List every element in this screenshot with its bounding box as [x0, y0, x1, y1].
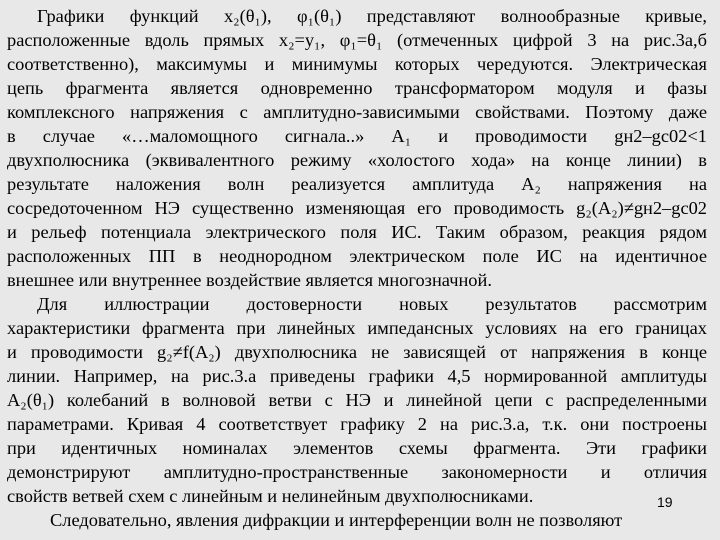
text-line: Следовательно, явления дифракции и интерференции волн не позволяют [50, 510, 623, 530]
text-line: соответственно), максимумы и минимумы которых чередуются. Электрическая [7, 54, 707, 74]
text-line: и рельеф потенциала электрического поля ИС. Таким образом, реакция рядом [7, 222, 707, 242]
text-line: A₂(θ₁) колебаний в волновой ветви с НЭ и линейной цепи с распределенными [7, 390, 707, 410]
text-line: линии. Например, на рис.3.а приведены графики 4,5 нормированной амплитуды [7, 366, 707, 386]
text-line: параметрами. Кривая 4 соответствует графику 2 на рис.3.а, т.к. они построены [7, 414, 707, 434]
text-line: результате наложения волн реализуется амплитуда A₂ напряжения на [7, 174, 707, 194]
text-line: внешнее или внутреннее воздействие является многозначной. [7, 270, 492, 290]
text-line: сосредоточенном НЭ существенно изменяющая его проводимость g₂(A₂)≠gн2–gс02 [7, 198, 707, 218]
text-line: расположенные вдоль прямых x₂=y₁, φ₁=θ₁ (отмеченных цифрой 3 на рис.3а,б [7, 30, 707, 50]
text-line: Для иллюстрации достоверности новых результатов рассмотрим [37, 294, 707, 314]
text-line: расположенных ПП в неоднородном электрическом поле ИС на идентичное [7, 246, 707, 266]
text-line: при идентичных номиналах элементов схемы фрагмента. Эти графики [7, 438, 707, 458]
text-line: цепь фрагмента является одновременно трансформатором модуля и фазы [7, 78, 707, 98]
text-line: двухполюсника (эквивалентного режиму «холостого хода» на конце линии) в [7, 150, 707, 170]
text-line: характеристики фрагмента при линейных импедансных условиях на его границах [7, 318, 707, 338]
text-line: и проводимости g₂≠f(A₂) двухполюсника не зависящей от напряжения в конце [7, 342, 707, 362]
text-line: комплексного напряжения с амплитудно-зависимыми свойствами. Поэтому даже [7, 102, 707, 122]
text-line: свойств ветвей схем с линейным и нелинейным двухполюсниками. [7, 486, 534, 506]
text-line: Графики функций x₂(θ₁), φ₁(θ₁) представляют волнообразные кривые, [37, 6, 707, 26]
text-line: в случае «…маломощного сигнала..» A₁ и проводимости gн2–gс02<1 [7, 126, 707, 146]
text-line: демонстрируют амплитудно-пространственные закономерности и отличия [7, 462, 707, 482]
page-number: 19 [657, 494, 673, 510]
